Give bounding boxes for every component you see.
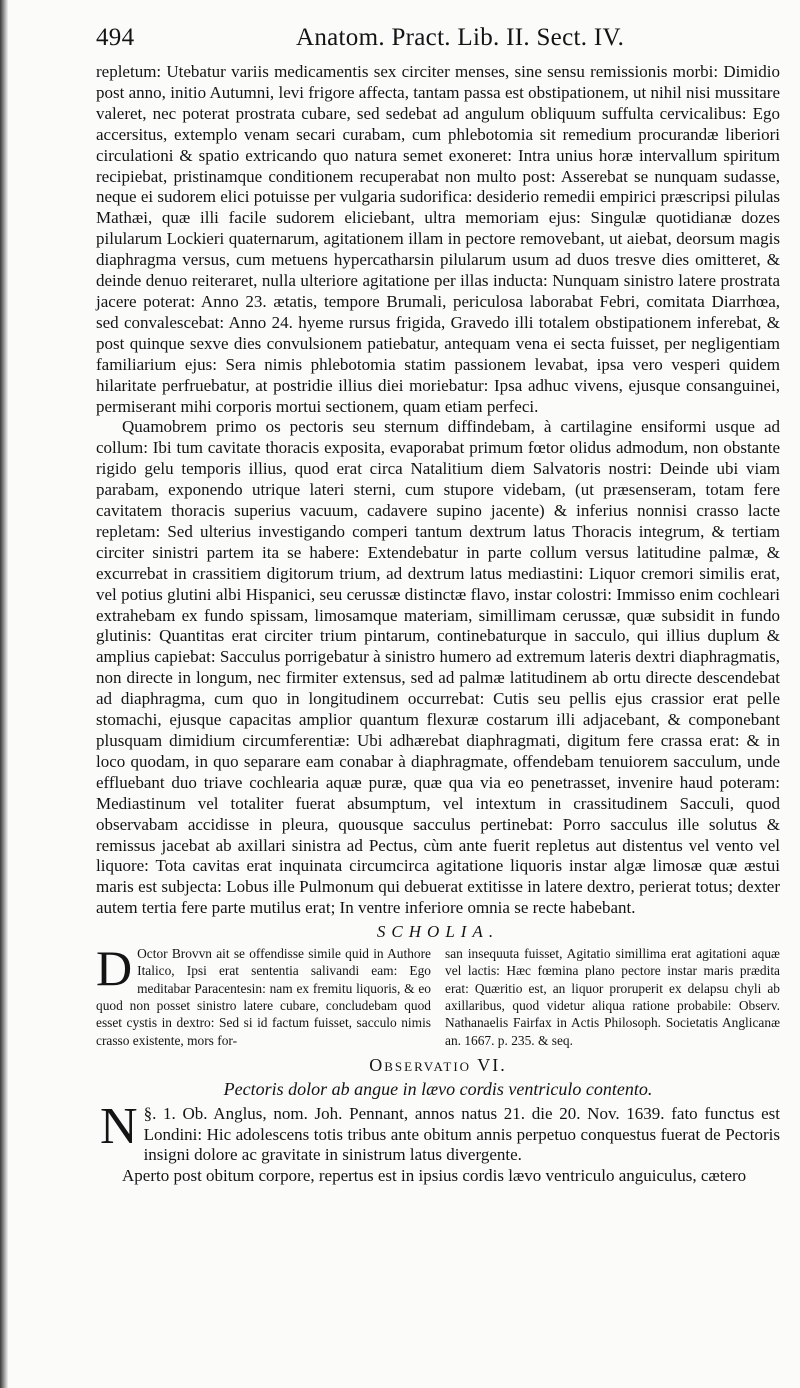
observation-paragraph-2: Aperto post obitum corpore, repertus est in ipsius cordis lævo ventriculo anguiculus, cætero xyxy=(122,1166,747,1186)
section-mark: §. 1. xyxy=(143,1103,176,1123)
paragraph-dissection: Quamobrem primo os pectoris seu sternum diffindebam, à cartilagine ensiformi usque ad collum: Ibi tum cavitate thoracis exposita, evaporabat primum fœtor olidus admodum, non obstante rigido gelu temporis illius, quod erat circa Natalitium diem Salvatoris nostri: Deinde ubi viam parabam, exponendo utrique lateri sterni, cum stupore videbam, (ut præsenseram, totam fere cavitatem thoracis superius vacuum, cadavere supino jacente) & inferius nonnisi crasso lacte repletam: Sed ulterius investigando comperi tantum dextrum latus Thoracis integrum, & tertiam circiter sinistri partem ita se habere: Extendebatur in parte collum versus latitudine palmæ, & excurrebat in crassitiem digitorum trium, ad dextrum latus mediastini: Liquor cremori similis erat, vel potius glutini albi Hispanici, seu cerussæ distinctæ flavo, instar colostri: Immisso enim cochleari extrahebam ex fundo spissam, limosamque materiam, simillimam cerussæ, quæ subsidit in fundo glutinis: Quantitas erat circiter trium pintarum, continebaturque in sacculo, qui illius duplum & amplius capiebat: Sacculus porrigebatur à sinistro humero ad extremum lateris dextri diaphragmatis, non directe in longum, nec firmiter extensus, sed ad palmæ latitudinem ab ortu directe descendebat ad diaphragma, cum quo in longitudinem occurrebat: Cutis seu pellis ejus crassior erat pelle stomachi, ejusque capacitas amplior quantum flexuræ costarum illi adjacebant, & componebant plusquam dimidium circumferentiæ: Ubi adhærebat diaphragmati, digitum fere crassa erat: & in loco quodam, in quo separare eam conabar à diaphragmate, offendebam tenuiorem sacculum, unde effluebant duo triave cochlearia aquæ puræ, quæ qua via eo penetrasset, invenire haud poteram: Mediastinum vel totaliter fuerat absumptum, vel intextum in crassitudinem Sacculi, quod observabam accidisse in pleura, quousque sacculus pertinebat: Porro sacculus ille solutus & remissus jacebat ab axillari sinistra ad Pectus, cùm ante fuerit repletus aut distentus vel vento vel liquore: Tota cavitas erat inquinata circumcirca agitatione liquoris instar algæ limosæ quæ æstui maris est subjecta: Lobus ille Pulmonum qui debuerat extitisse in latere dextro, perierat totus; dexter autem tertia fere parte mutilus erat; In ventre inferiore omnia se recte habebant. xyxy=(96,417,780,918)
observation-subtitle: Pectoris dolor ab angue in lævo cordis ventriculo contento. xyxy=(223,1078,653,1099)
observation-paragraph-1 xyxy=(96,1097,781,1167)
observation-dropcap: N xyxy=(100,1097,138,1155)
scholia-title: SCHOLIA. xyxy=(376,922,500,942)
scholia-column-right xyxy=(445,945,780,1049)
main-text xyxy=(96,62,780,1187)
binding-shadow xyxy=(0,0,8,1388)
scholia-text-left: Octor Brovvn ait se offendisse simile quid in Authore Italico, Ipsi erat sententia salivandi eam: Ego meditabar Paracentesin: nam ex fremitu liquoris, & eo quod non posset sinistro latere cubare, concludebam quod esset cystis in dextro: Sed si id factum fuisset, sacculo nimis crasso existente, mors for- xyxy=(96,946,431,1048)
running-head: Anatom. Pract. Lib. II. Sect. IV. xyxy=(296,24,625,51)
observation-text-1: Ob. Anglus, nom. Joh. Pennant, annos natus 21. die 20. Nov. 1639. fato functus est Londini: Hic adolescens totis tribus ante obitum annis perpetuo conquestus fuerat de Pectoris insigni dolore ac gravitate in sinistrum latus divergente. xyxy=(143,1103,781,1165)
observation-heading: Observatio VI. xyxy=(369,1054,507,1075)
scholia-column-left xyxy=(96,940,431,1049)
scholia-section xyxy=(96,940,780,1049)
scholia-text-right: san insequuta fuisset, Agitatio simillima erat agitationi aquæ vel lactis: Hæc fœmina plano pectore instar maris prædita erat: Quæritio est, an liquor proruperit ex delapsu chyli ab axillaribus, quod videtur aliqua ratione probabile: Observ. Nathanaelis Fairfax in Actis Philosoph. Societatis Anglicanæ an. 1667. p. 235. & seq. xyxy=(445,946,780,1048)
paragraph-case-history: repletum: Utebatur variis medicamentis sex circiter menses, sine sensu remissionis morbi: Dimidio post anno, initio Autumni, levi frigore affecta, tantam passa est obstipationem, ut nihil nisi mussitare valeret, nec poterat prostrata cubare, sed sedebat ad angulum obliquum suffulta cervicalibus: Ego accersitus, extemplo venam secari curabam, cum phlebotomia sit remedium procurandæ liberiori circulationi & spatio extricando quo natura semet exoneret: Intra unius horæ intervallum spiritum recipiebat, pristinamque conditionem recuperabat non multo post: Asserebat se nunquam sudasse, neque ei sudorem elici potuisse per vulgaria sudorifica: desiderio remedii empirici præscripsi pilulas Mathæi, quæ illi facile sudorem eliciebant, ultra memoriam ejus: Singulæ quotidianæ dozes pilularum Lockieri quaternarum, agitationem illam in pectore removebant, ut aiebat, deorsum magis diaphragma versus, cum metuens hypercatharsin pilularum usum ad duos tresve dies omitteret, & deinde denuo reiteraret, nulla ulteriore agitatione per illas inducta: Nunquam sinistro latere prostrata jacere poterat: Anno 23. ætatis, tempore Brumali, periculosa laborabat Febri, comitata Diarrhœa, sed convalescebat: Anno 24. hyeme rursus frigida, Gravedo illi totalem obstipationem inferebat, & post quinque sexve dies convulsionem patiebatur, antequam vena ei secta fuisset, per negligentiam familiarium ejus: Sera nimis phlebotomia statim passionem levabat, ipsa vero vesperi quidem hilaritate perfruebatur, at postridie illius diei moriebatur: Ipsa adhuc vivens, ejusque consanguinei, permiserant mihi corporis mortui sectionem, quam etiam perfeci. xyxy=(96,62,780,416)
page-number: 494 xyxy=(96,24,135,51)
scholia-dropcap: D xyxy=(96,940,133,997)
page-header xyxy=(96,24,780,60)
